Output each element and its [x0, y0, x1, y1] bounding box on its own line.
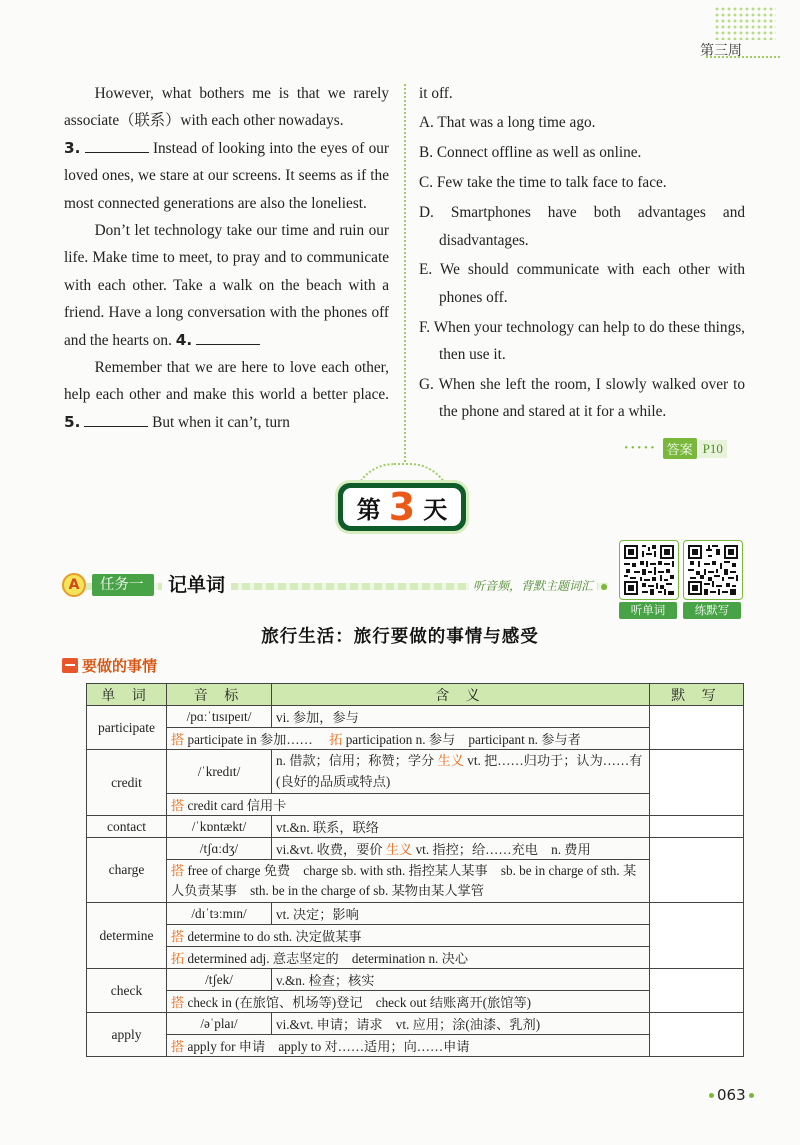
collocation-tag: 搭 [171, 929, 185, 944]
qr-practice-dictation[interactable] [683, 540, 743, 619]
vocab-note-row-apply [87, 1035, 744, 1057]
answer-blank-3[interactable] [85, 138, 149, 153]
def-check: v.&n. 检查；核实 [272, 969, 650, 991]
vocab-note-row-charge [87, 860, 744, 903]
option-f: F. When your technology can help to do these things, then use it. [419, 318, 745, 364]
task-badge-a: A [62, 573, 86, 597]
passage-continuation: it off. [419, 85, 453, 102]
extension-tag: 拓 [329, 732, 343, 747]
extension-tag: 拓 [171, 951, 185, 966]
week-rule [706, 56, 780, 58]
new-meaning-tag: 生义 [385, 843, 413, 858]
new-meaning-tag: 生义 [437, 754, 464, 769]
vocab-row-contact [87, 816, 744, 838]
word-apply: apply [87, 1013, 167, 1057]
blank-number-5: 5. [64, 412, 81, 431]
def-credit: n. 借款；信用；称赞；学分 生义 vt. 把……归功于；认为……有(良好的品质或特点) [272, 750, 650, 794]
vocab-note-row-check [87, 991, 744, 1013]
vocab-section-title: 旅行生活：旅行要做的事情与感受 [261, 627, 539, 647]
task-title: 记单词 [162, 573, 231, 597]
day-number: 3 [388, 485, 416, 529]
header-dictation: 默 写 [650, 684, 744, 706]
qr-listen-caption: 听单词 [619, 602, 677, 619]
dictation-cell-apply[interactable] [650, 1013, 744, 1057]
passage-paragraph-3: Don’t let technology take our time and ruin our life. Make time to meet, to pray and to communicate with each other. Take a walk on the beach with a friend. Have a long conversation with the phones off and the hearts on. 4. [64, 222, 389, 349]
vocab-row-participate [87, 706, 744, 728]
vocab-row-charge [87, 838, 744, 860]
day-badge [338, 483, 466, 531]
word-check: check [87, 969, 167, 1013]
ipa-charge: /tʃɑːdʒ/ [167, 838, 272, 860]
dictation-cell-check[interactable] [650, 969, 744, 1013]
ipa-apply: /əˈplaɪ/ [167, 1013, 272, 1035]
qr-code-icon[interactable] [619, 540, 679, 600]
vocab-row-check [87, 969, 744, 991]
collocation-tag: 搭 [171, 995, 185, 1010]
vocab-sub-heading-text: 要做的事情 [82, 657, 158, 675]
note-check: 搭 check in (在旅馆、机场等)登记 check out 结账离开(旅馆等) [167, 991, 650, 1013]
task-bar-end-dot [601, 584, 607, 590]
passage-paragraph-1: However, what bothers me is that we rarely associate（联系）with each other nowadays. [64, 85, 389, 130]
collocation-tag: 搭 [171, 732, 185, 747]
vocab-row-determine [87, 903, 744, 925]
def-determine: vt. 决定；影响 [272, 903, 650, 925]
word-participate: participate [87, 706, 167, 750]
def-contact: vt.&n. 联系，联络 [272, 816, 650, 838]
note-apply: 搭 apply for 申请 apply to 对……适用；向……申请 [167, 1035, 650, 1057]
passage-paragraph-4: Remember that we are here to love each other, help each other and make this world a better place. 5. But when it can’t, turn [64, 359, 389, 431]
task-hint: 听音频，背默主题词汇 [469, 576, 597, 596]
def-charge: vi.&vt. 收费，要价 生义 vt. 指控；给……充电 n. 费用 [272, 838, 650, 860]
option-d: D. Smartphones have both advantages and disadvantages. [419, 204, 745, 249]
qr-listen-words[interactable] [619, 540, 679, 619]
answer-page: P10 [699, 440, 727, 458]
dictation-cell-participate[interactable] [650, 706, 744, 750]
qr-code-icon[interactable] [683, 540, 743, 600]
note-charge: 搭 free of charge 免费 charge sb. with sth. 指控某人某事 sb. be in charge of sth. 某人负责某事 sth. be in the charge of sb. 某物由某人掌管 [167, 860, 650, 903]
collocation-tag: 搭 [171, 1039, 185, 1054]
qr-practice-caption: 练默写 [683, 602, 741, 619]
word-determine: determine [87, 903, 167, 969]
note-determine-collocation: 搭 determine to do sth. 决定做某事 [167, 925, 650, 947]
answer-label: 答案 [663, 438, 697, 459]
note-credit: 搭 credit card 信用卡 [167, 794, 650, 816]
ipa-check: /tʃek/ [167, 969, 272, 991]
answer-reference[interactable] [624, 438, 727, 459]
ipa-contact: /ˈkɒntækt/ [167, 816, 272, 838]
column-divider [404, 84, 406, 462]
ipa-determine: /dɪˈtɜːmɪn/ [167, 903, 272, 925]
collocation-tag: 搭 [171, 863, 185, 878]
word-credit: credit [87, 750, 167, 816]
page-number-dot-right [749, 1093, 754, 1098]
minus-icon [62, 658, 78, 673]
vocab-sub-heading [62, 655, 157, 676]
task-bar [62, 573, 607, 599]
answer-leader-dots: ····· [624, 441, 657, 456]
passage-left-column [64, 80, 389, 436]
passage-paragraph-2: 3. Instead of looking into the eyes of our loved ones, we stare at our screens. It seems as if the most connected generations are also the loneliest. [64, 138, 389, 212]
dictation-cell-charge[interactable] [650, 838, 744, 903]
vocab-note-row-credit [87, 794, 744, 816]
header-dot-pattern [714, 6, 776, 40]
dictation-cell-contact[interactable] [650, 816, 744, 838]
vocab-note-row-determine-1 [87, 925, 744, 947]
week-label: 第三周 [700, 43, 742, 59]
option-e: E. We should communicate with each other with phones off. [419, 261, 745, 306]
option-b: B. Connect offline as well as online. [419, 144, 642, 162]
page-number-dot-left [709, 1093, 714, 1098]
passage-right-column [419, 80, 745, 428]
day-badge-inner [343, 485, 461, 529]
header-meaning: 含 义 [272, 684, 650, 706]
vocab-row-apply [87, 1013, 744, 1035]
page-number [706, 1086, 757, 1104]
blank-number-4: 4. [175, 330, 193, 349]
vocab-row-credit [87, 750, 744, 794]
option-a: A. That was a long time ago. [419, 114, 596, 132]
note-determine-extension: 拓 determined adj. 意志坚定的 determination n. 决心 [167, 947, 650, 969]
day-suffix: 天 [423, 495, 448, 524]
task-tag: 任务一 [92, 574, 154, 596]
vocab-note-row-determine-2 [87, 947, 744, 969]
vocab-header-row [87, 684, 744, 706]
header-word: 单 词 [87, 684, 167, 706]
word-charge: charge [87, 838, 167, 903]
ipa-participate: /pɑːˈtɪsɪpeɪt/ [167, 706, 272, 728]
vocab-table [86, 683, 744, 1057]
blank-number-3: 3. [64, 138, 81, 157]
dictation-cell-credit[interactable] [650, 750, 744, 816]
answer-blank-5[interactable] [84, 412, 148, 427]
answer-blank-4[interactable] [196, 330, 260, 345]
ipa-credit: /ˈkredɪt/ [167, 750, 272, 794]
collocation-tag: 搭 [171, 798, 185, 813]
def-apply: vi.&vt. 申请；请求 vt. 应用；涂(油漆、乳剂) [272, 1013, 650, 1035]
word-contact: contact [87, 816, 167, 838]
dictation-cell-determine[interactable] [650, 903, 744, 969]
header-ipa: 音 标 [167, 684, 272, 706]
option-g: G. When she left the room, I slowly walked over to the phone and stared at it for a while. [419, 376, 745, 421]
day-prefix: 第 [356, 495, 381, 524]
def-participate: vi. 参加，参与 [272, 706, 650, 728]
option-c: C. Few take the time to talk face to face. [419, 174, 667, 192]
page-number-text: 063 [717, 1086, 746, 1104]
vocab-note-row-participate [87, 728, 744, 750]
note-participate: 搭 participate in 参加…… 拓 participation n. 参与 participant n. 参与者 [167, 728, 650, 750]
